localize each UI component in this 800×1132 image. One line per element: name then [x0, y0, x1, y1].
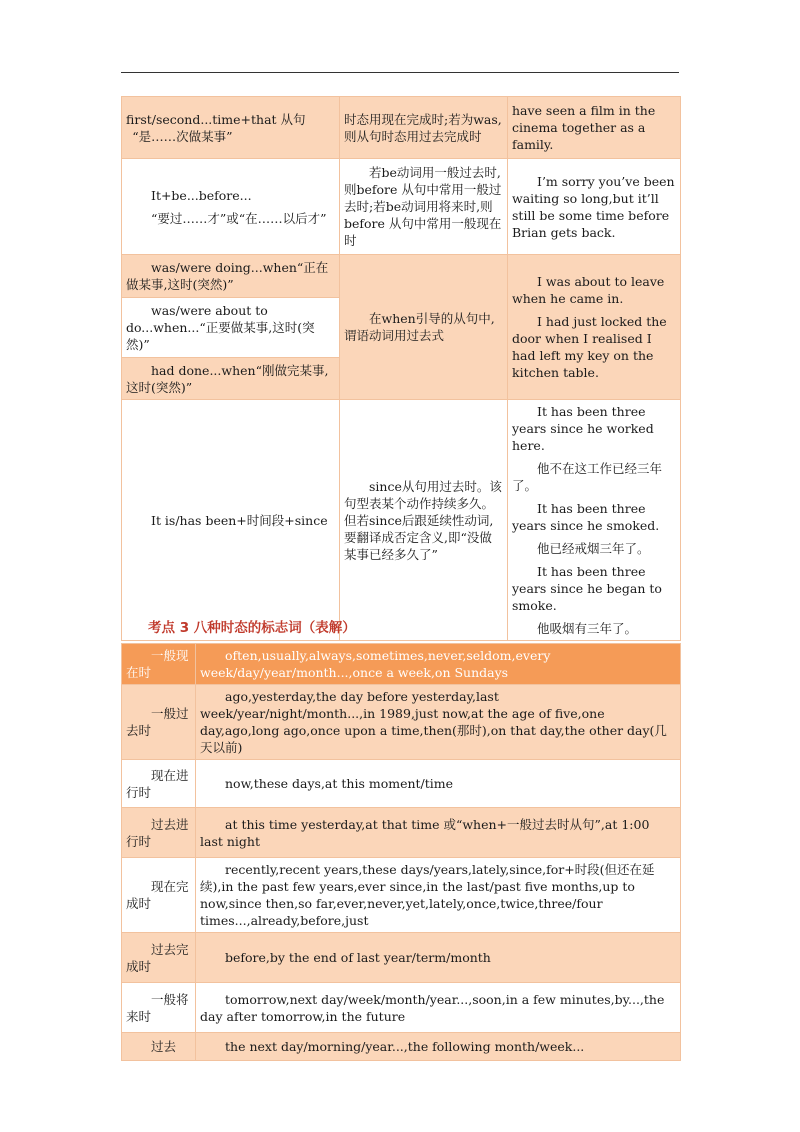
- signal-words: now,these days,at this moment/time: [196, 760, 681, 808]
- rule-cell: since从句用过去时。该句型表某个动作持续多久。但若since后跟延续性动词,要翻译成否定含义,即“没做某事已经多久了”: [340, 400, 508, 641]
- tense-row: [122, 1033, 681, 1061]
- signal-words: often,usually,always,sometimes,never,seldom,every week/day/year/month...,once a week,on Sundays: [196, 644, 681, 685]
- tense-name: 现在进行时: [122, 760, 196, 808]
- example-sentence: It has been three years since he began to smoke.: [512, 564, 662, 613]
- example-translation: 他不在这工作已经三年了。: [512, 461, 663, 493]
- tense-name: 过去进行时: [122, 808, 196, 858]
- tense-row: [122, 644, 681, 685]
- pattern-text: It+be...before...: [151, 187, 252, 203]
- example-cell: I’m sorry you’ve been waiting so long,but it’ll still be some time before Brian gets back.: [508, 159, 681, 255]
- meaning-text: “要过……才”或“在……以后才”: [151, 210, 327, 226]
- table-row: [122, 255, 681, 298]
- rule-cell: 时态用现在完成时;若为was,则从句时态用过去完成时: [340, 97, 508, 159]
- tense-row: [122, 983, 681, 1033]
- signal-words: tomorrow,next day/week/month/year...,soon,in a few minutes,by...,the day after tomorrow,in the future: [196, 983, 681, 1033]
- table-row: [122, 159, 681, 255]
- rule-cell: 若be动词用一般过去时,则before 从句中常用一般过去时;若be动词用将来时,则before 从句中常用一般现在时: [340, 159, 508, 255]
- example-sentence: It has been three years since he worked here.: [512, 404, 654, 453]
- pattern-cell: was/were about to do...when...“正要做某事,这时(突然)”: [122, 298, 340, 358]
- signal-words: at this time yesterday,at that time 或“when+一般过去时从句”,at 1:00 last night: [196, 808, 681, 858]
- tense-row: [122, 685, 681, 760]
- sentence-pattern-table: [121, 96, 681, 641]
- pattern-text: first/second...time+that 从句: [126, 111, 306, 127]
- table-row: [122, 97, 681, 159]
- tense-row: [122, 933, 681, 983]
- example-sentence: It has been three years since he smoked.: [512, 501, 660, 533]
- pattern-cell: [122, 97, 340, 159]
- rule-cell: 在when引导的从句中,谓语动词用过去式: [340, 255, 508, 400]
- signal-words: before,by the end of last year/term/month: [196, 933, 681, 983]
- signal-words: ago,yesterday,the day before yesterday,last week/year/night/month...,in 1989,just now,at the age of five,one day,ago,long ago,once upon a time,then(那时),on that day,the other day(几天以前): [196, 685, 681, 760]
- tense-row: [122, 760, 681, 808]
- tense-name: 过去完成时: [122, 933, 196, 983]
- pattern-cell: [122, 159, 340, 255]
- example-translation: 他已经戒烟三年了。: [537, 541, 650, 556]
- signal-words: recently,recent years,these days/years,lately,since,for+时段(但还在延续),in the past few years,ever since,in the last/past five months,up to now,since then,so far,ever,never,yet,lately,once,twice,three/four times...,already,before,just: [196, 858, 681, 933]
- tense-name: 一般过去时: [122, 685, 196, 760]
- tense-name: 过去: [122, 1033, 196, 1061]
- example-cell: have seen a film in the cinema together as a family.: [508, 97, 681, 159]
- tense-name: 一般将来时: [122, 983, 196, 1033]
- example-sentence: I was about to leave when he came in.: [512, 274, 665, 306]
- tense-name: 现在完成时: [122, 858, 196, 933]
- tense-name: 一般现在时: [122, 644, 196, 685]
- signal-words: the next day/morning/year...,the following month/week...: [196, 1033, 681, 1061]
- example-sentence: I had just locked the door when I realised I had left my key on the kitchen table.: [512, 314, 667, 380]
- section-heading: 考点 3 八种时态的标志词（表解）: [148, 620, 356, 636]
- tense-row: [122, 858, 681, 933]
- table-row: [122, 400, 681, 641]
- tense-row: [122, 808, 681, 858]
- pattern-cell: was/were doing...when“正在做某事,这时(突然)”: [122, 255, 340, 298]
- tense-signal-table: [121, 643, 681, 1061]
- example-cell: [508, 400, 681, 641]
- meaning-text: “是……次做某事”: [132, 128, 233, 144]
- pattern-cell: It is/has been+时间段+since: [122, 400, 340, 641]
- pattern-cell: had done...when“刚做完某事,这时(突然)”: [122, 358, 340, 400]
- example-cell: [508, 255, 681, 400]
- example-translation: 他吸烟有三年了。: [537, 621, 638, 636]
- header-rule: [121, 72, 679, 73]
